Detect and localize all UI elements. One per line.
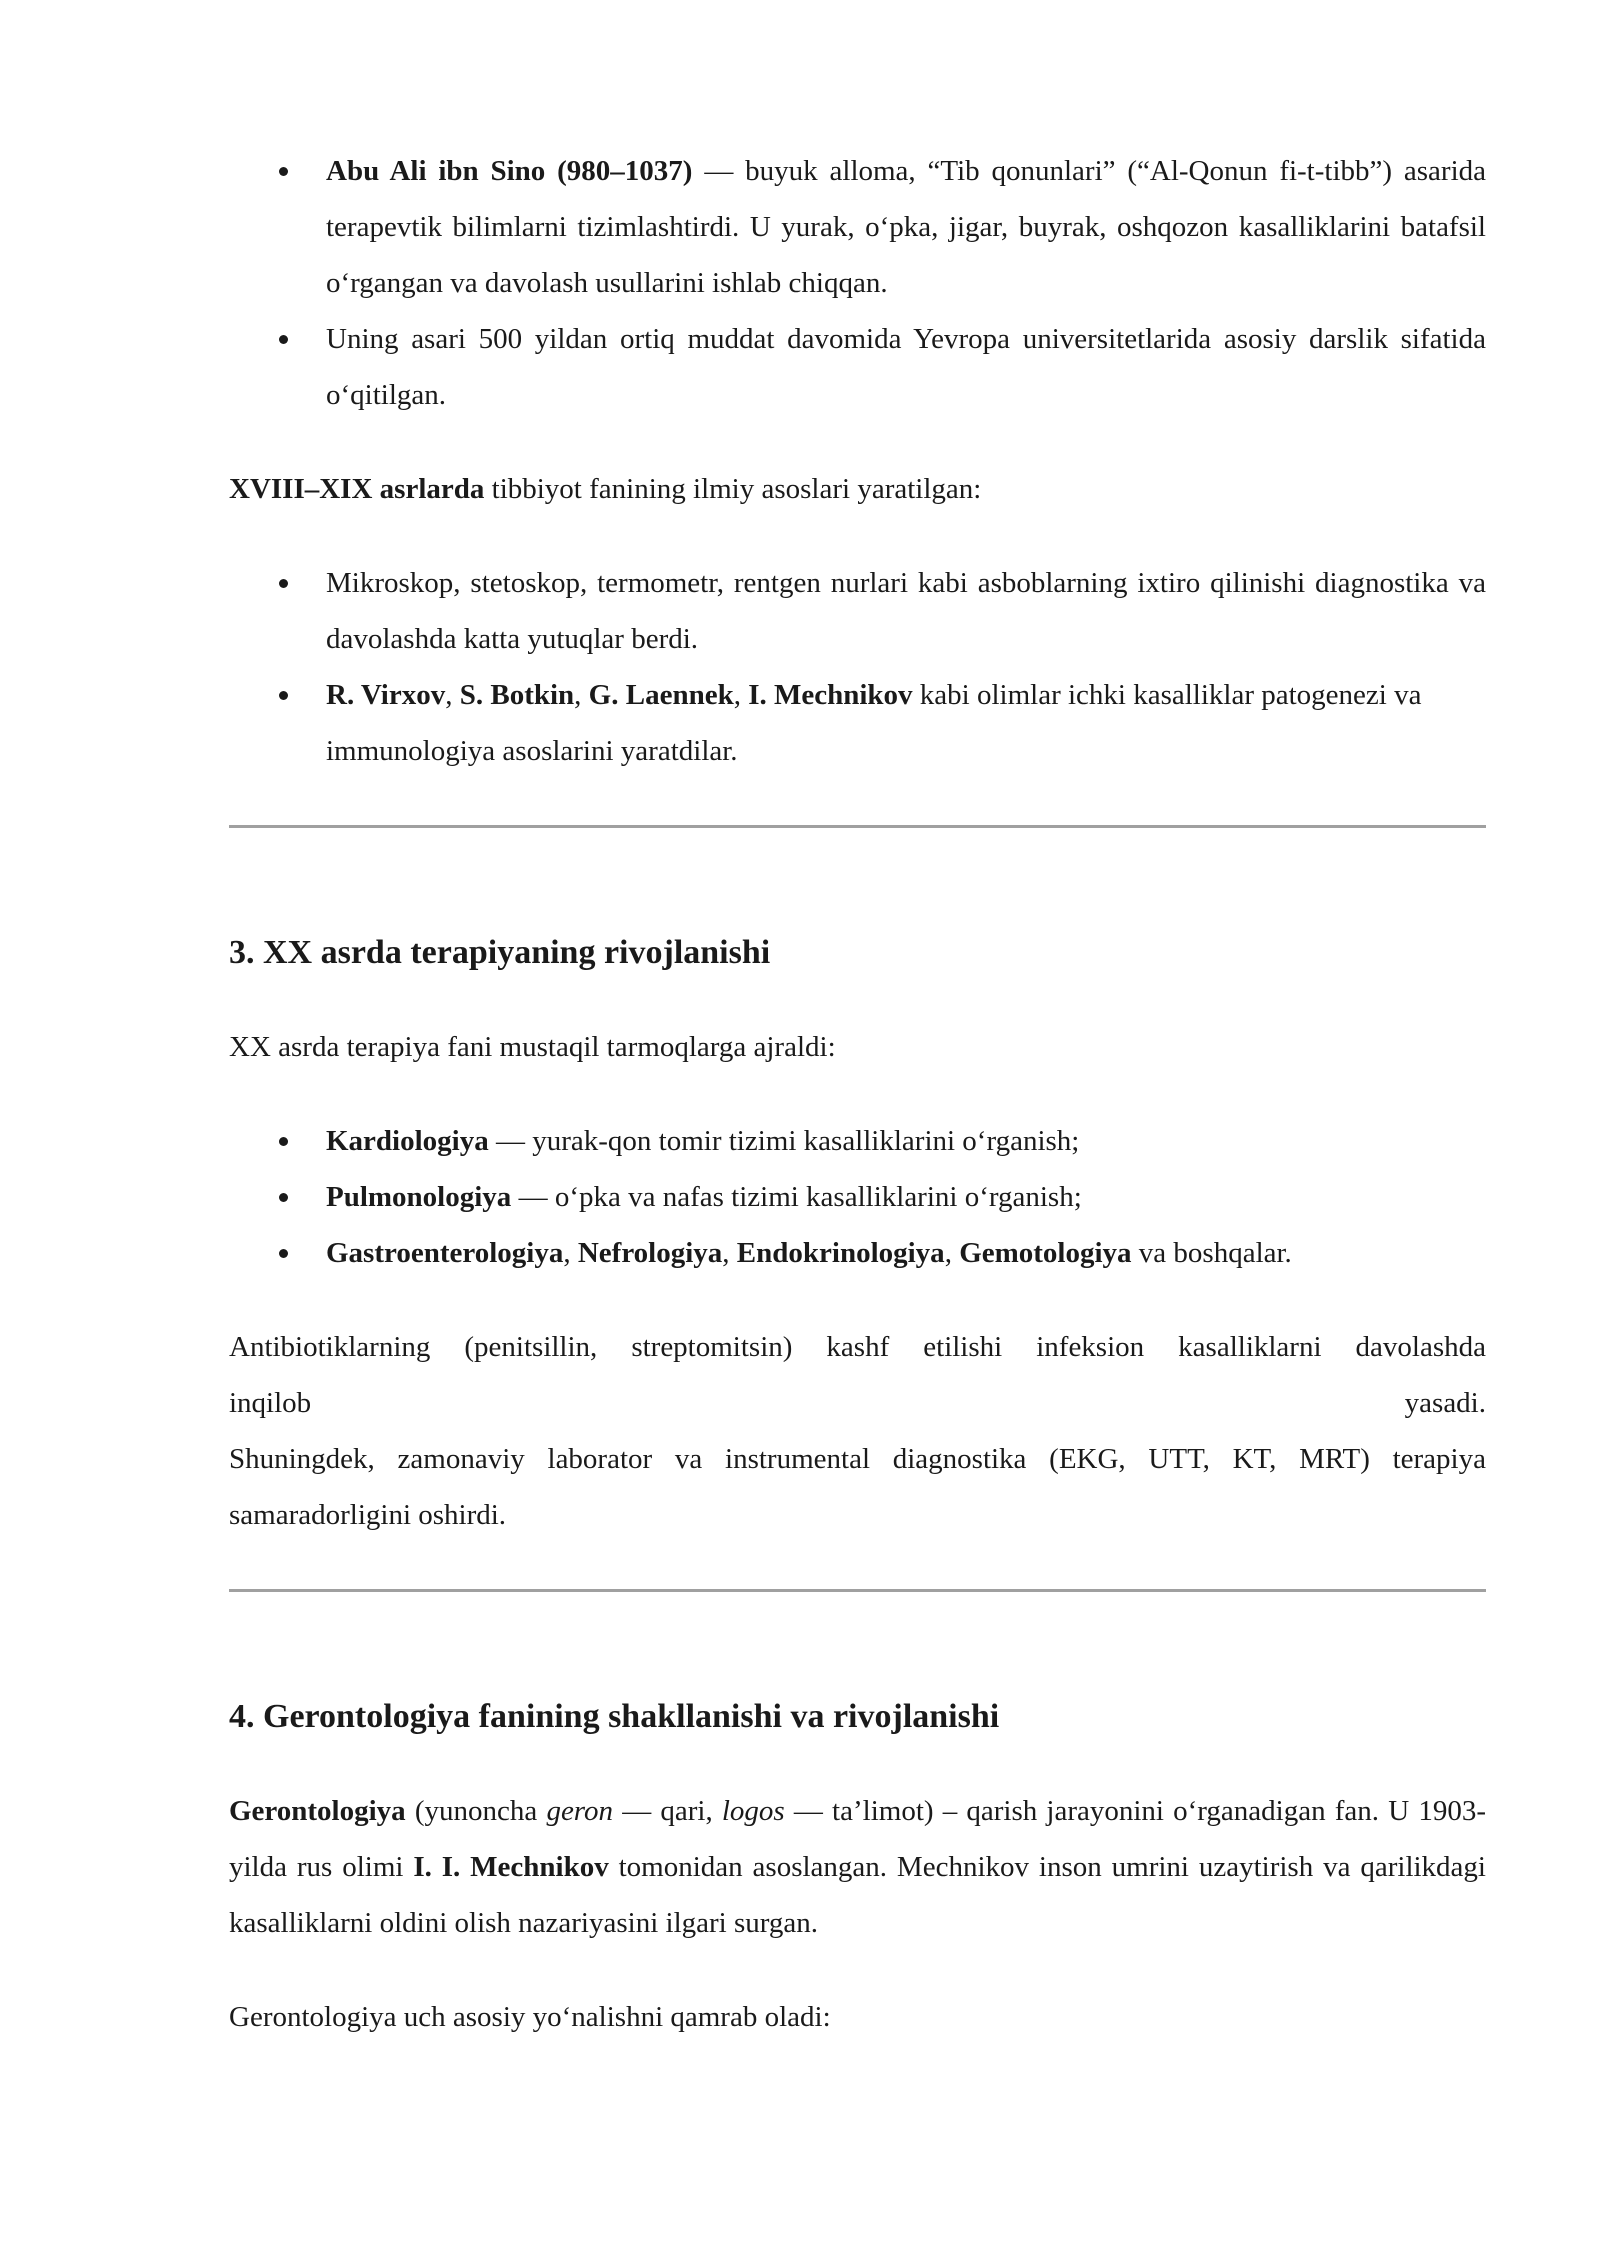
gerontology-directions-intro: Gerontologiya uch asosiy yoʻnalishni qamrab oladi: (229, 2001, 831, 2033)
ibn-sino-list (229, 143, 1486, 423)
diagnostics-paragraph: Shuningdek, zamonaviy laborator va instrumental diagnostika (EKG, UTT, KT, MRT) terapiya samaradorligini oshirdi. (229, 1443, 1486, 1531)
document-page (229, 0, 1486, 2045)
paragraph-xviii: XVIII–XIX asrlarda tibbiyot fanining ilmiy asoslari yaratilgan: (229, 473, 982, 505)
ibn-sino-name: Abu Ali ibn Sino (980–1037) (326, 155, 693, 187)
list-item: Uning asari 500 yildan ortiq muddat davomida Yevropa universitetlarida asosiy darslik sifatida oʻqitilgan. (229, 311, 1486, 423)
list-item: R. Virxov, S. Botkin, G. Laennek, I. Mechnikov kabi olimlar ichki kasalliklar patogenezi va immunologiya asoslarini yaratdilar. (229, 667, 1508, 779)
xviii-list (229, 555, 1486, 779)
list-item: Abu Ali ibn Sino (980–1037) — buyuk alloma, “Tib qonunlari” (“Al-Qonun fi-t-tibb”) asarida terapevtik bilimlarni tizimlashtirdi. U yurak, oʻpka, jigar, buyrak, oshqozon kasalliklarini batafsil oʻrgangan va davolash usullarini ishlab chiqqan. (229, 143, 1486, 311)
section-4-heading: 4. Gerontologiya fanining shakllanishi va rivojlanishi (229, 1698, 1000, 1735)
gerontology-paragraph: Gerontologiya (yunoncha geron — qari, logos — ta’limot) – qarish jarayonini oʻrganadigan fan. U 1903-yilda rus olimi I. I. Mechnikov tomonidan asoslangan. Mechnikov inson umrini uzaytirish va qarilikdagi kasalliklarni oldini olish nazariyasini ilgari surgan. (229, 1795, 1486, 1939)
specialties-list (229, 1113, 1486, 1281)
list-item: Pulmonologiya — oʻpka va nafas tizimi kasalliklarini oʻrganish; (229, 1169, 1486, 1225)
antibiotics-paragraph: Antibiotiklarning (penitsillin, streptomitsin) kashf etilishi infeksion kasalliklarni davolashda inqilob yasadi. (229, 1331, 1486, 1419)
section-3-heading: 3. XX asrda terapiyaning rivojlanishi (229, 934, 771, 971)
section-3-intro: XX asrda terapiya fani mustaqil tarmoqlarga ajraldi: (229, 1031, 836, 1063)
list-item: Kardiologiya — yurak-qon tomir tizimi kasalliklarini oʻrganish; (229, 1113, 1486, 1169)
list-item: Gastroenterologiya, Nefrologiya, Endokrinologiya, Gemotologiya va boshqalar. (229, 1225, 1486, 1281)
list-item: Mikroskop, stetoskop, termometr, rentgen nurlari kabi asboblarning ixtiro qilinishi diagnostika va davolashda katta yutuqlar berdi. (229, 555, 1486, 667)
